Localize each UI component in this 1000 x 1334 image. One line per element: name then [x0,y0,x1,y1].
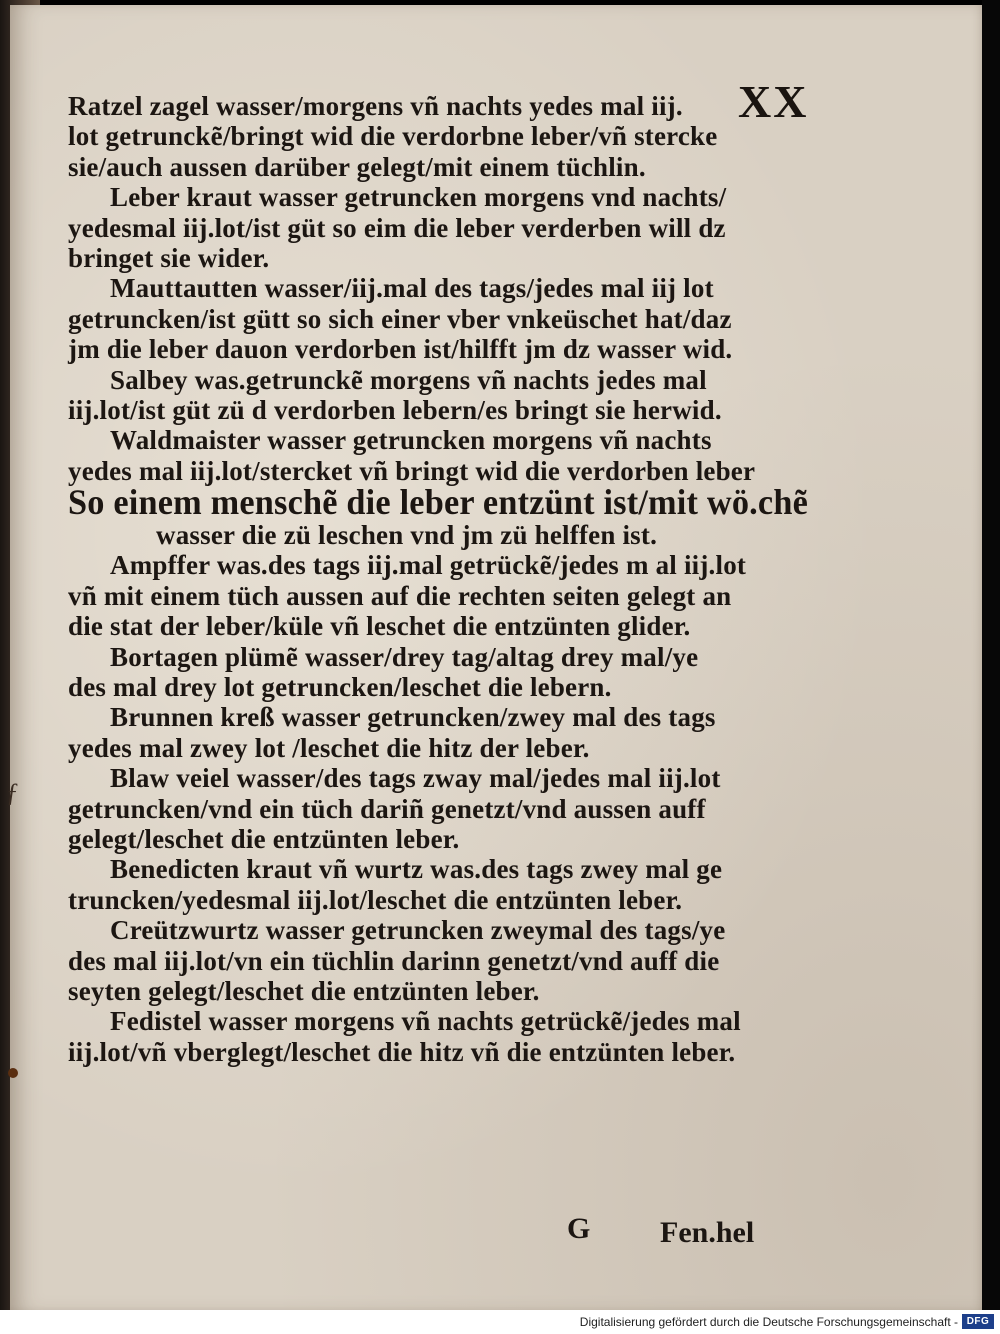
page-edge-shadow [982,0,1000,1310]
text-line: Leber kraut wasser getruncken morgens vnd nachts/ [110,182,727,213]
text-line: jm die leber dauon verdorben ist/hilfft jm dz wasser wid. [68,334,733,365]
margin-stain [8,1068,18,1078]
text-line: seyten gelegt/leschet die entzünten leber. [68,975,540,1006]
page-bottom-marks [0,1212,1000,1252]
text-line: yedesmal iij.lot/ist güt so eim die leber verderben will dz [68,212,726,243]
page-text [68,91,808,1067]
text-line: die stat der leber/küle vñ leschet die entzünten glider. [68,611,691,642]
text-line: lot getruncke͂/bringt wid die verdorbne leber/vñ stercke [68,121,718,152]
text-line: gelegt/leschet die entzünten leber. [68,823,460,854]
signature-mark: G [567,1212,591,1245]
text-line: truncken/yedesmal iij.lot/leschet die entzünten leber. [68,884,683,915]
margin-marks [0,0,40,1334]
text-line: iij.lot/vñ vberglegt/leschet die hitz vñ die entzünten leber. [68,1036,736,1067]
text-line: Ratzel zagel wasser/morgens vñ nachts yedes mal iij. [68,91,683,121]
text-line: yedes mal zwey lot /leschet die hitz der leber. [68,732,590,763]
text-line: des mal drey lot getruncken/leschet die lebern. [68,672,612,703]
margin-ink-mark: ƒ [6,778,19,807]
footer-bar [0,1310,1000,1334]
text-line: iij.lot/ist güt zü d verdorben lebern/es bringt sie herwid. [68,394,722,425]
text-line: Salbey was.getruncke͂ morgens vñ nachts jedes mal [110,364,707,395]
folio-number: XX [738,76,809,127]
text-line: Blaw veiel wasser/des tags zway mal/jedes mal iij.lot [110,763,721,794]
text-line: getruncken/ist gütt so sich einer vber vnkeüschet hat/daz [68,303,732,334]
text-line: Benedicten kraut vñ wurtz was.des tags zwey mal ge [110,854,723,885]
catchword: Fen.hel [660,1216,755,1249]
text-line: Bortagen plüme͂ wasser/drey tag/altag drey mal/ye [110,641,699,672]
text-line: vñ mit einem tüch aussen auf die rechten seiten gelegt an [68,580,732,611]
section-heading-line: So einem mensche͂ die leber entzünt ist/mit wö.che͂ [68,482,808,523]
text-line: Creützwurtz wasser getruncken zweymal des tags/ye [110,915,726,946]
book-page [10,5,982,1310]
text-line: des mal iij.lot/vn ein tüchlin darinn genetzt/vnd auff die [68,945,720,976]
text-line: Ampffer was.des tags iij.mal getrücke͂/jedes m al iij.lot [110,550,747,581]
text-line: Waldmaister wasser getruncken morgens vñ nachts [110,425,712,456]
text-line: sie/auch aussen darüber gelegt/mit einem tüchlin. [68,151,646,182]
text-line: yedes mal iij.lot/stercket vñ bringt wid die verdorben leber [68,455,756,486]
text-line: getruncken/vnd ein tüch dariñ genetzt/vnd aussen auff [68,793,706,824]
text-line: Fedistel wasser morgens vñ nachts getrücke͂/jedes mal [110,1006,741,1037]
funding-credit: Digitalisierung gefördert durch die Deutsche Forschungsgemeinschaft - [579,1315,958,1329]
section-heading-line: wasser die zü leschen vnd jm zü helffen ist. [156,520,658,551]
text-line: Brunnen kreß wasser getruncken/zwey mal des tags [110,702,716,733]
dfg-logo: DFG [962,1314,994,1329]
text-line: bringet sie wider. [68,242,270,273]
text-line: Mauttautten wasser/iij.mal des tags/jedes mal iij lot [110,273,714,304]
